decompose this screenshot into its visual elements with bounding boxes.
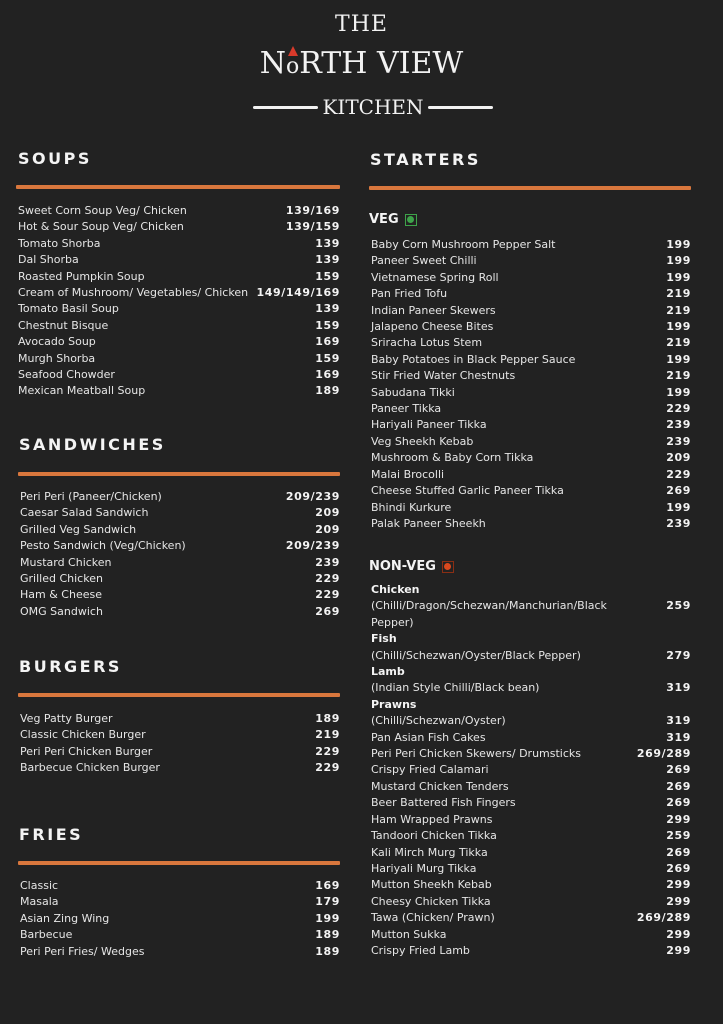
- item-price: 159: [315, 318, 340, 332]
- menu-item: [18, 367, 340, 383]
- section-divider: [18, 693, 340, 697]
- item-name: Mustard Chicken Tenders: [371, 779, 509, 793]
- menu-item: [371, 713, 691, 729]
- menu-item: [20, 878, 340, 894]
- item-name: Seafood Chowder: [18, 368, 115, 382]
- logo-the: THE: [335, 12, 388, 37]
- section-divider: [18, 861, 340, 865]
- veg-heading: VEG: [369, 212, 417, 227]
- menu-item: [371, 401, 691, 417]
- sandwiches-list: [20, 489, 340, 620]
- item-price: 209: [315, 506, 340, 520]
- item-name: Tandoori Chicken Tikka: [371, 829, 497, 843]
- item-name: Fish: [371, 632, 397, 646]
- menu-item: [371, 270, 691, 286]
- menu-item: [371, 319, 691, 335]
- item-price: 209: [315, 522, 340, 536]
- item-price: 269: [666, 763, 691, 777]
- item-price: 269: [666, 796, 691, 810]
- item-name: Malai Brocolli: [371, 467, 445, 481]
- veg-starters-list: [371, 237, 691, 532]
- item-name: Baby Corn Mushroom Pepper Salt: [371, 238, 556, 251]
- item-name: Chestnut Bisque: [18, 318, 109, 332]
- menu-item: [371, 417, 691, 433]
- section-title-starters: STARTERS: [370, 150, 481, 169]
- item-price: 219: [666, 303, 691, 317]
- menu-item: [18, 383, 340, 399]
- item-name: Crispy Fried Calamari: [371, 763, 489, 777]
- item-price: 319: [666, 730, 691, 744]
- item-name: Veg Sheekh Kebab: [371, 434, 474, 448]
- non-veg-starters-list: [371, 582, 691, 959]
- section-divider: [369, 186, 691, 190]
- menu-item: [371, 648, 691, 664]
- item-name: Classic Chicken Burger: [20, 728, 146, 742]
- menu-item: [20, 727, 340, 743]
- menu-item: [20, 927, 340, 943]
- menu-item: [371, 746, 691, 762]
- item-name: Ham Wrapped Prawns: [371, 812, 493, 826]
- item-name: Caesar Salad Sandwich: [20, 506, 149, 520]
- item-price: 189: [315, 928, 340, 942]
- item-name: Pan Fried Tofu: [371, 287, 448, 301]
- menu-item: [371, 812, 691, 828]
- restaurant-logo: [0, 0, 723, 130]
- logo-kitchen: KITCHEN: [253, 95, 493, 119]
- non-veg-heading: NON-VEG: [369, 559, 454, 574]
- veg-indicator-icon: [405, 214, 417, 226]
- item-name: Kali Mirch Murg Tikka: [371, 845, 488, 859]
- menu-item: [20, 489, 340, 505]
- menu-item: [371, 795, 691, 811]
- menu-item: [20, 571, 340, 587]
- item-name: Cream of Mushroom/ Vegetables/ Chicken: [18, 286, 249, 300]
- item-name: (Chilli/Schezwan/Oyster/Black Pepper): [371, 648, 581, 662]
- item-price: 199: [315, 911, 340, 925]
- item-price: 159: [315, 269, 340, 283]
- logo-name: N oRTH VIEW: [259, 46, 464, 81]
- item-price: 229: [315, 744, 340, 758]
- menu-item: [18, 334, 340, 350]
- item-name: (Chilli/Schezwan/Oyster): [371, 714, 506, 728]
- item-price: 209/239: [285, 490, 340, 503]
- section-divider: [16, 185, 340, 189]
- menu-item: [20, 538, 340, 554]
- item-price: 229: [666, 467, 691, 481]
- item-price: 229: [315, 572, 340, 586]
- item-price: 259: [666, 829, 691, 843]
- menu-item: [20, 744, 340, 760]
- item-price: 199: [666, 500, 691, 514]
- item-name: Mexican Meatball Soup: [18, 384, 146, 398]
- item-price: 199: [666, 320, 691, 334]
- menu-item: [371, 467, 691, 483]
- item-name: Tomato Shorba: [18, 236, 101, 250]
- item-price: 219: [666, 369, 691, 383]
- menu-item: [371, 237, 691, 253]
- menu-item: [371, 927, 691, 943]
- item-name: Hariyali Murg Tikka: [371, 861, 477, 875]
- menu-item: [20, 944, 340, 960]
- item-name: Palak Paneer Sheekh: [371, 516, 486, 530]
- item-price: 279: [666, 648, 691, 662]
- item-name: Cheesy Chicken Tikka: [371, 894, 491, 908]
- menu-item: [371, 894, 691, 910]
- item-price: 299: [666, 894, 691, 908]
- menu-item: [371, 352, 691, 368]
- item-price: 229: [315, 588, 340, 602]
- item-price: 209: [666, 451, 691, 465]
- menu-item: [371, 335, 691, 351]
- menu-item: [371, 500, 691, 516]
- item-name: Beer Battered Fish Fingers: [371, 796, 516, 810]
- logo-divider-left: [253, 106, 318, 109]
- section-divider: [18, 472, 340, 476]
- item-name: (Indian Style Chilli/Black bean): [371, 681, 540, 695]
- item-name: Hot & Sour Soup Veg/ Chicken: [18, 220, 184, 234]
- menu-item: [20, 522, 340, 538]
- item-price: 209/239: [285, 539, 340, 553]
- logo-o-with-triangle: o: [286, 54, 299, 79]
- item-name: Mushroom & Baby Corn Tikka: [371, 451, 534, 465]
- category-heading: [371, 697, 691, 713]
- section-title-soups: SOUPS: [18, 149, 92, 168]
- item-name: Prawns: [371, 697, 417, 711]
- logo-divider-right: [428, 106, 493, 109]
- burgers-list: [20, 711, 340, 777]
- item-price: 219: [666, 336, 691, 350]
- item-name: Tawa (Chicken/ Prawn): [371, 911, 495, 925]
- menu-item: [20, 555, 340, 571]
- item-price: 139/159: [285, 220, 340, 234]
- item-price: 319: [666, 714, 691, 728]
- item-name: Mutton Sukka: [371, 927, 447, 941]
- menu-item: [371, 434, 691, 450]
- item-name: Chicken: [371, 583, 420, 596]
- menu-item: [371, 861, 691, 877]
- menu-item: [20, 760, 340, 776]
- menu-item: [371, 943, 691, 959]
- item-price: 269: [666, 861, 691, 875]
- menu-item: [371, 516, 691, 532]
- section-title-sandwiches: SANDWICHES: [19, 435, 166, 454]
- category-heading: [371, 631, 691, 647]
- item-price: 269: [315, 604, 340, 618]
- item-price: 299: [666, 878, 691, 892]
- menu-item: [18, 219, 340, 235]
- item-price: 139: [315, 302, 340, 316]
- item-price: 139: [315, 253, 340, 267]
- item-name: Barbecue: [20, 928, 73, 942]
- non-veg-indicator-icon: [442, 561, 454, 573]
- item-price: 199: [666, 385, 691, 399]
- menu-item: [371, 450, 691, 466]
- item-price: 299: [666, 943, 691, 957]
- menu-item: [20, 604, 340, 620]
- item-price: 269/289: [636, 911, 691, 925]
- item-name: Sweet Corn Soup Veg/ Chicken: [18, 204, 187, 217]
- menu-item: [18, 236, 340, 252]
- item-name: Hariyali Paneer Tikka: [371, 418, 487, 432]
- item-name: Barbecue Chicken Burger: [20, 761, 160, 775]
- fries-list: [20, 878, 340, 960]
- menu-item: [371, 598, 691, 631]
- item-price: 149/149/169: [256, 286, 340, 300]
- menu-item: [18, 318, 340, 334]
- category-heading: [371, 664, 691, 680]
- item-name: Classic: [20, 879, 59, 892]
- item-name: Lamb: [371, 665, 405, 679]
- menu-item: [371, 368, 691, 384]
- red-triangle-icon: [288, 46, 298, 56]
- item-price: 219: [666, 287, 691, 301]
- menu-item: [371, 828, 691, 844]
- item-name: Tomato Basil Soup: [18, 302, 119, 316]
- item-price: 219: [315, 728, 340, 742]
- menu-item: [20, 711, 340, 727]
- item-price: 179: [315, 895, 340, 909]
- item-name: Masala: [20, 895, 59, 909]
- item-price: 229: [315, 761, 340, 775]
- item-name: OMG Sandwich: [20, 604, 103, 618]
- item-name: Jalapeno Cheese Bites: [371, 320, 494, 334]
- menu-item: [20, 505, 340, 521]
- item-name: Sabudana Tikki: [371, 385, 455, 399]
- item-name: Ham & Cheese: [20, 588, 102, 602]
- item-price: 169: [315, 335, 340, 349]
- menu-item: [20, 894, 340, 910]
- menu-item: [371, 779, 691, 795]
- item-price: 139/169: [285, 204, 340, 217]
- item-name: Grilled Chicken: [20, 572, 103, 586]
- menu-item: [371, 253, 691, 269]
- item-price: 199: [666, 238, 691, 251]
- menu-item: [371, 877, 691, 893]
- item-name: Avocado Soup: [18, 335, 96, 349]
- item-name: Asian Zing Wing: [20, 911, 110, 925]
- item-name: Stir Fried Water Chestnuts: [371, 369, 516, 383]
- item-name: Peri Peri Fries/ Wedges: [20, 944, 145, 958]
- item-price: 239: [666, 434, 691, 448]
- item-name: Roasted Pumpkin Soup: [18, 269, 145, 283]
- item-price: 269/289: [636, 747, 691, 761]
- item-name: Indian Paneer Skewers: [371, 303, 496, 317]
- item-name: Vietnamese Spring Roll: [371, 270, 499, 284]
- menu-item: [20, 587, 340, 603]
- item-price: 269: [666, 779, 691, 793]
- menu-item: [371, 286, 691, 302]
- item-name: Crispy Fried Lamb: [371, 943, 470, 957]
- item-price: 189: [315, 384, 340, 398]
- item-name: Dal Shorba: [18, 253, 79, 267]
- item-name: Sriracha Lotus Stem: [371, 336, 483, 350]
- item-name: Paneer Sweet Chilli: [371, 254, 477, 268]
- menu-item: [18, 285, 340, 301]
- menu-item: [371, 385, 691, 401]
- item-name: Peri Peri Chicken Burger: [20, 744, 153, 758]
- menu-item: [18, 301, 340, 317]
- item-price: 239: [666, 516, 691, 530]
- section-title-burgers: BURGERS: [19, 657, 122, 676]
- menu-item: [371, 762, 691, 778]
- menu-item: [371, 303, 691, 319]
- item-price: 169: [315, 879, 340, 892]
- menu-item: [18, 269, 340, 285]
- menu-item: [18, 203, 340, 219]
- item-name: Cheese Stuffed Garlic Paneer Tikka: [371, 484, 564, 498]
- item-price: 199: [666, 254, 691, 268]
- item-price: 189: [315, 712, 340, 725]
- item-price: 319: [666, 681, 691, 695]
- section-title-fries: FRIES: [19, 825, 84, 844]
- menu-item: [371, 910, 691, 926]
- item-price: 239: [666, 418, 691, 432]
- item-name: Veg Patty Burger: [20, 712, 113, 725]
- item-price: 199: [666, 270, 691, 284]
- item-name: Paneer Tikka: [371, 402, 442, 416]
- item-name: Baby Potatoes in Black Pepper Sauce: [371, 352, 576, 366]
- item-price: 299: [666, 927, 691, 941]
- item-price: 259: [666, 599, 691, 613]
- item-price: 299: [666, 812, 691, 826]
- item-price: 269: [666, 845, 691, 859]
- item-price: 229: [666, 402, 691, 416]
- item-name: Peri Peri (Paneer/Chicken): [20, 490, 162, 503]
- item-price: 199: [666, 352, 691, 366]
- item-price: 269: [666, 484, 691, 498]
- category-heading: [371, 582, 691, 598]
- item-price: 139: [315, 236, 340, 250]
- menu-item: [18, 252, 340, 268]
- item-price: 239: [315, 555, 340, 569]
- menu-item: [371, 680, 691, 696]
- item-name: Pesto Sandwich (Veg/Chicken): [20, 539, 186, 553]
- menu-item: [371, 483, 691, 499]
- item-name: (Chilli/Dragon/Schezwan/Manchurian/Black Pepper): [371, 599, 607, 629]
- item-name: Grilled Veg Sandwich: [20, 522, 137, 536]
- menu-item: [18, 351, 340, 367]
- menu-item: [371, 730, 691, 746]
- soups-list: [18, 203, 340, 400]
- item-name: Pan Asian Fish Cakes: [371, 730, 486, 744]
- item-price: 189: [315, 944, 340, 958]
- item-name: Mustard Chicken: [20, 555, 112, 569]
- item-name: Mutton Sheekh Kebab: [371, 878, 492, 892]
- menu-item: [371, 845, 691, 861]
- menu-item: [20, 911, 340, 927]
- item-name: Bhindi Kurkure: [371, 500, 452, 514]
- item-name: Murgh Shorba: [18, 351, 96, 365]
- item-price: 169: [315, 368, 340, 382]
- item-name: Peri Peri Chicken Skewers/ Drumsticks: [371, 747, 582, 761]
- item-price: 159: [315, 351, 340, 365]
